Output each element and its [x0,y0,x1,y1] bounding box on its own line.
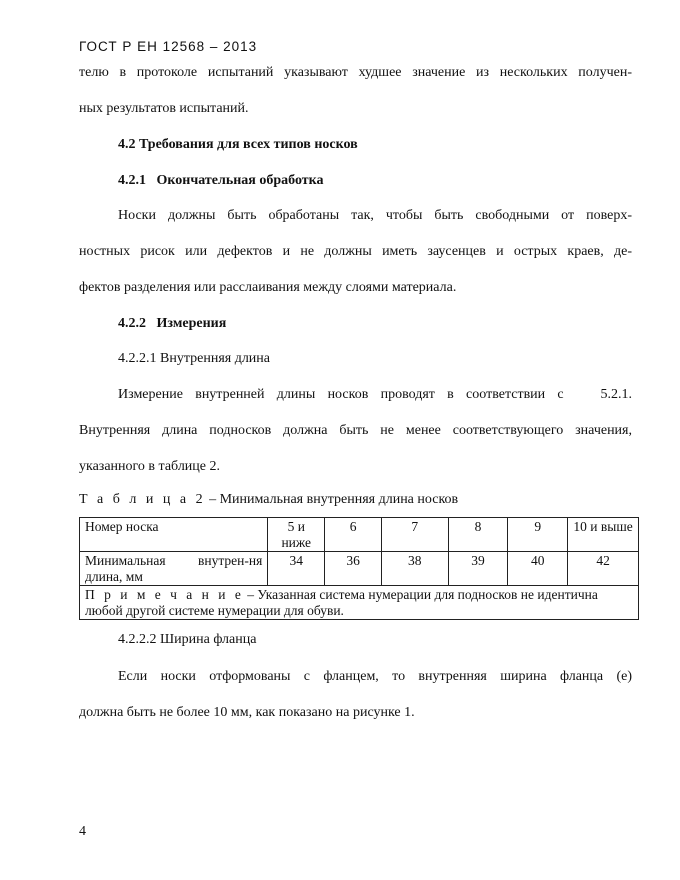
finish-line-2: ностных рисок или дефектов и не должны иметь заусенцев и острых краев, де- [79,244,632,259]
table-note [80,586,639,620]
value-cell: 42 [568,552,639,586]
value-cell: 34 [268,552,325,586]
table-row-label: Минимальная внутрен-ня длина, мм [80,552,268,586]
size-cell: 10 и выше [568,518,639,552]
length-line-3: указанного в таблице 2. [79,459,220,474]
toe-length-table [79,517,639,620]
finish-line-3: фектов разделения или расслаивания между слоями материала. [79,280,457,295]
intro-line-2: ных результатов испытаний. [79,101,249,116]
length-line-1: Измерение внутренней длины носков проводят в соответствии с 5.2.1. [118,387,632,402]
table-note-text: – Указанная система нумерации для подносков не идентична любой другой системе нумерации для обуви. [85,587,598,618]
value-cell: 39 [448,552,508,586]
table-note-prefix: П р и м е ч а н и е [85,587,244,602]
size-cell: 7 [381,518,448,552]
flange-line-2: должна быть не более 10 мм, как показано на рисунке 1. [79,705,415,720]
size-cell: 9 [508,518,568,552]
page-number: 4 [79,824,86,839]
size-cell: 8 [448,518,508,552]
table-values-row [80,552,639,586]
section-4-2-2-2-heading: 4.2.2.2 Ширина фланца [118,632,257,647]
table-caption [79,492,458,508]
value-cell: 40 [508,552,568,586]
finish-line-1: Носки должны быть обработаны так, чтобы быть свободными от поверх- [118,208,632,223]
table-header-row [80,518,639,552]
size-cell: 6 [325,518,382,552]
length-line-2: Внутренняя длина подносков должна быть не менее соответствующего значения, [79,423,632,438]
table-header-label: Номер носка [80,518,268,552]
section-4-2-heading: 4.2 Требования для всех типов носков [118,137,358,152]
intro-line-1: телю в протоколе испытаний указывают худшее значение из нескольких получен- [79,65,632,80]
table-note-row [80,586,639,620]
section-4-2-2-1-heading: 4.2.2.1 Внутренняя длина [118,351,271,366]
table-caption-text: – Минимальная внутренняя длина носков [205,492,459,507]
section-4-2-2-heading: 4.2.2 Измерения [118,316,227,331]
section-4-2-1-heading: 4.2.1 Окончательная обработка [118,173,324,188]
size-cell: 5 и ниже [268,518,325,552]
value-cell: 36 [325,552,382,586]
value-cell: 38 [381,552,448,586]
flange-line-1: Если носки отформованы с фланцем, то внутренняя ширина фланца (е) [118,669,632,684]
document-header: ГОСТ Р ЕН 12568 – 2013 [79,39,258,54]
table-caption-prefix: Т а б л и ц а 2 [79,492,206,507]
